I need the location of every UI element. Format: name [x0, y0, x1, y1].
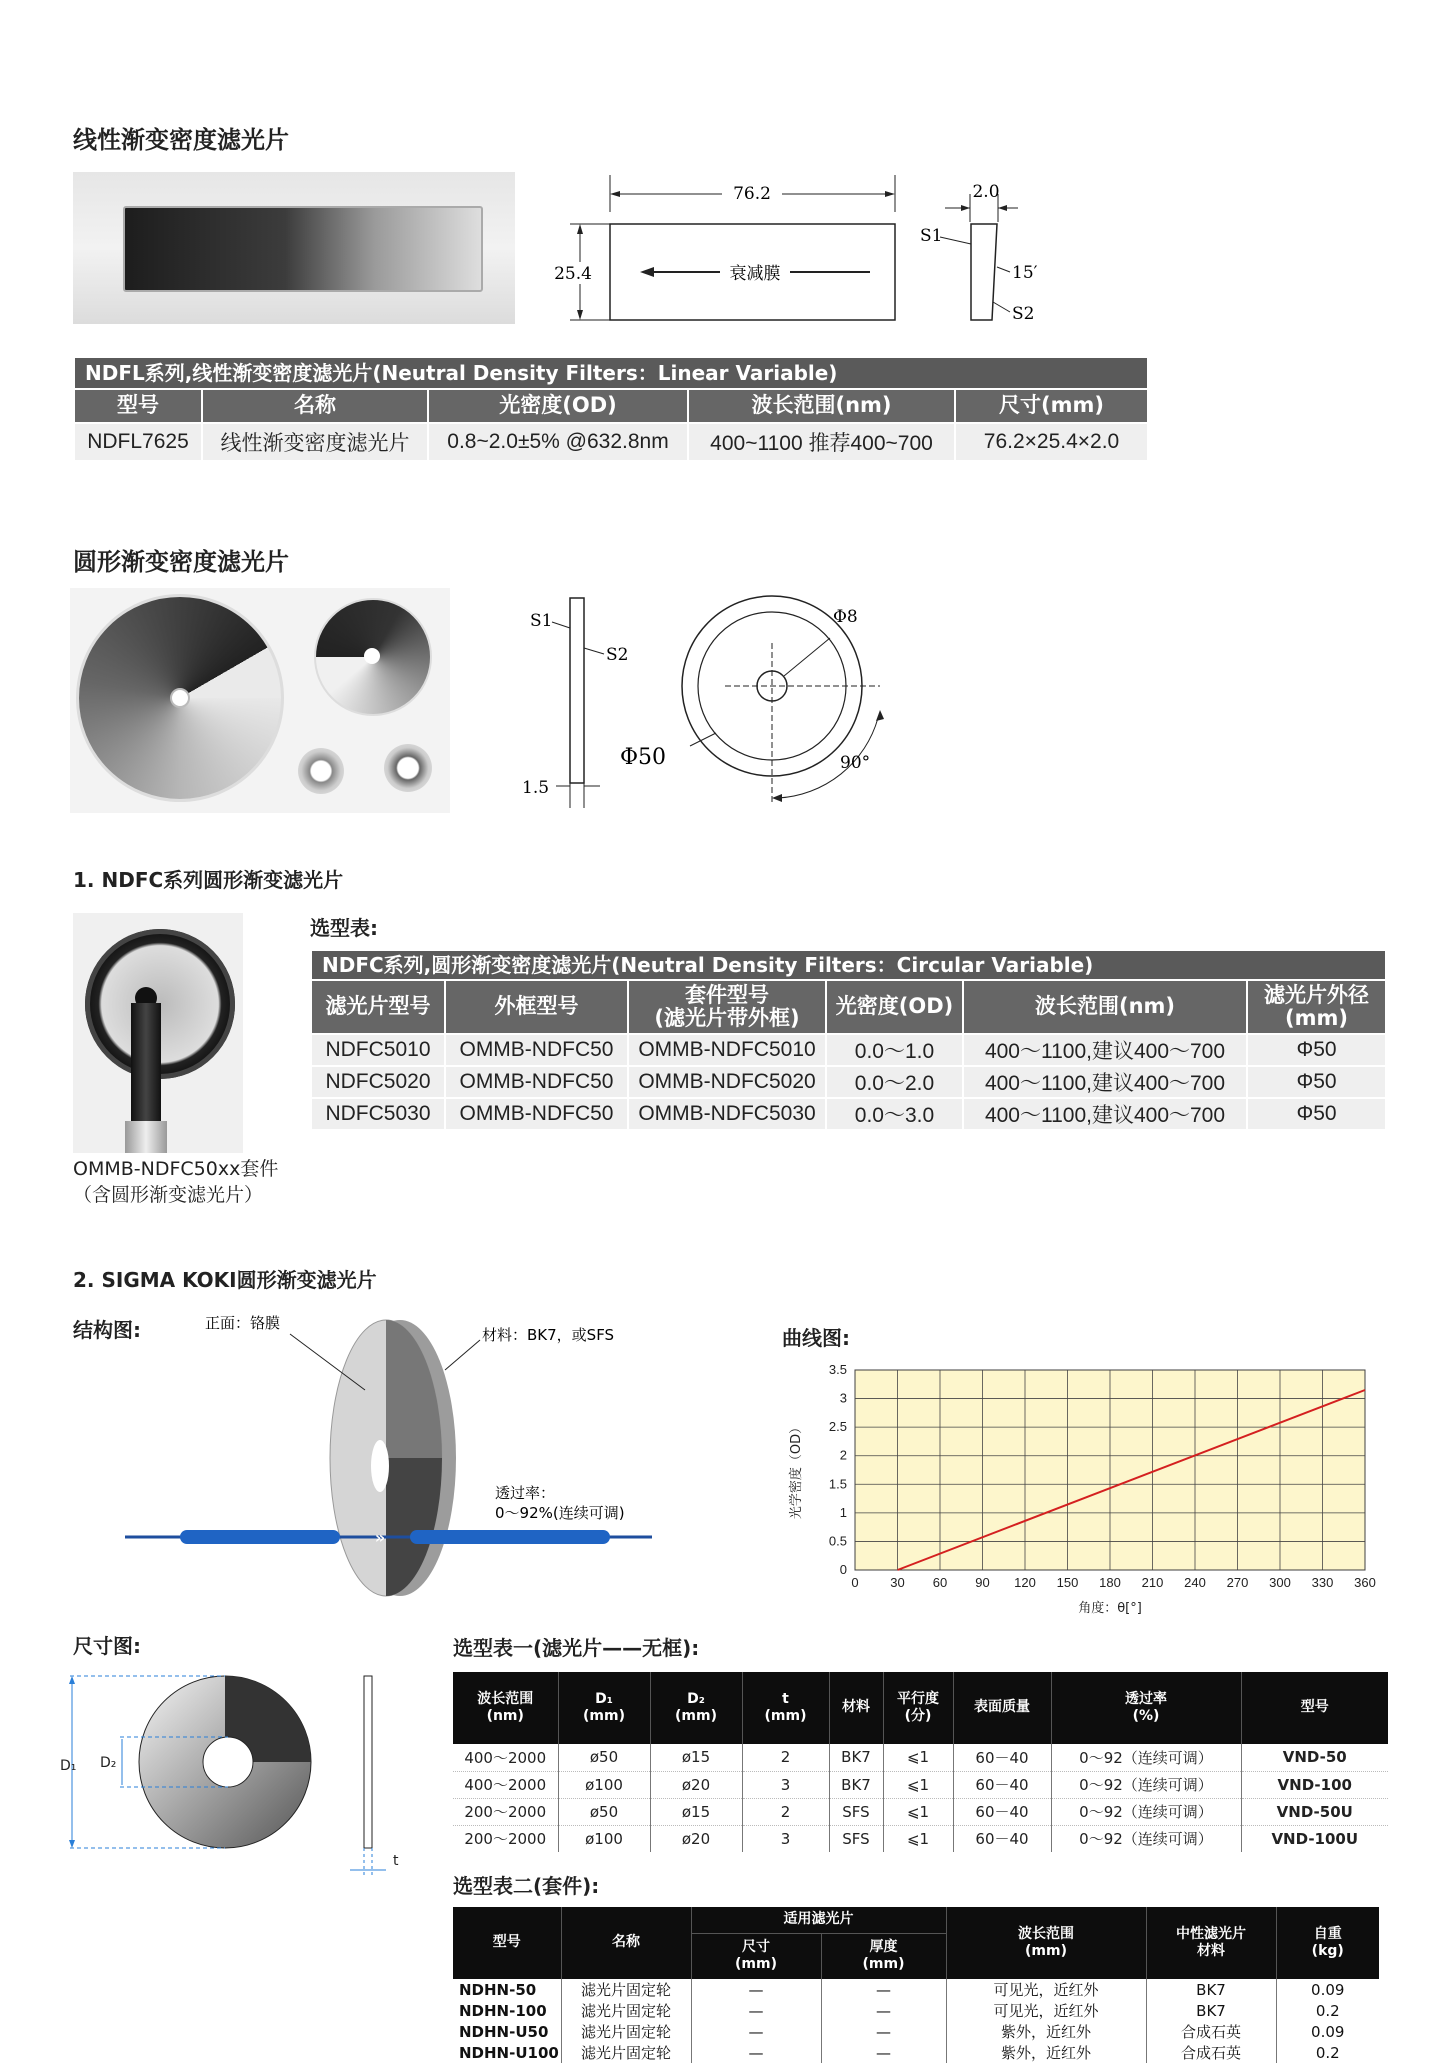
ndfc-cell: OMMB-NDFC50 [445, 1034, 628, 1066]
ndfc-cell: 400～1100,建议400～700 [963, 1034, 1247, 1066]
vnd-model: VND-100U [1241, 1825, 1388, 1852]
ndfc-header: 滤光片外径 (mm) [1247, 980, 1386, 1034]
vnd-cell: ø20 [650, 1825, 742, 1852]
vnd-cell: 3 [742, 1771, 829, 1798]
ndfc-header: 外框型号 [445, 980, 628, 1034]
vnd-cell: 2 [742, 1798, 829, 1825]
vnd-cell: SFS [829, 1825, 883, 1852]
x-tick-label: 330 [1311, 1575, 1334, 1590]
ndfl-cell: 0.8~2.0±5% @632.8nm [428, 423, 688, 461]
vnd-cell: 0～92（连续可调） [1051, 1825, 1241, 1852]
ndhn-cell: 合成石英 [1146, 2042, 1276, 2063]
photo-caption-2: （含圆形渐变滤光片） [73, 1184, 264, 1206]
ndfl-header: 光密度(OD) [428, 389, 688, 423]
dim-thickness: 2.0 [972, 182, 1000, 202]
ndhn-model: NDHN-U100 [459, 2043, 559, 2062]
vnd-header: 平行度 (分) [883, 1672, 953, 1744]
ndhn-cell: — [691, 2021, 821, 2042]
ndfl-header: 波长范围(nm) [688, 389, 955, 423]
ndhn-cell: — [821, 2000, 946, 2021]
ndfc-cell: 0.0～3.0 [826, 1098, 963, 1130]
ndhn-cell: BK7 [1146, 1979, 1276, 2000]
vnd-cell: 200～2000 [453, 1798, 558, 1825]
vnd-header: 波长范围 (nm) [453, 1672, 558, 1744]
x-tick-label: 60 [932, 1575, 948, 1590]
ndfc-cell: OMMB-NDFC50 [445, 1098, 628, 1130]
vnd-cell: 200～2000 [464, 1830, 547, 1849]
x-tick-label: 240 [1184, 1575, 1206, 1590]
ndhn-model: NDHN-50 [459, 1980, 537, 1999]
ndhn-cell: 0.09 [1276, 1979, 1379, 2000]
vnd-header: 透过率 (%) [1051, 1672, 1241, 1744]
ndfc-cell: 400～1100,建议400～700 [963, 1066, 1247, 1098]
vnd-cell: ⩽1 [883, 1744, 953, 1771]
vnd-cell: 60－40 [953, 1798, 1051, 1825]
ndfl-header: 尺寸(mm) [955, 389, 1148, 423]
dim-length: 76.2 [733, 184, 771, 204]
x-tick-label: 0 [851, 1575, 859, 1590]
x-tick-label: 150 [1056, 1575, 1079, 1590]
ndhn-cell: — [691, 1979, 821, 2000]
vnd-cell: 3 [742, 1825, 829, 1852]
ndhn-header: 尺寸 (mm) [691, 1933, 821, 1979]
ndhn-cell: 滤光片固定轮 [561, 2021, 691, 2042]
linear-filter-photo [73, 172, 515, 324]
thickness-label: 1.5 [522, 778, 550, 798]
table1-title: 选型表一(滤光片——无框): [453, 1636, 700, 1660]
d1-label: D₁ [60, 1758, 77, 1774]
vnd-model: VND-50U [1241, 1798, 1388, 1825]
ndfc-cell: NDFC5010 [311, 1034, 445, 1066]
x-tick-label: 180 [1099, 1575, 1121, 1590]
trans-label-2: 0～92%(连续可调) [495, 1504, 625, 1522]
front-label: 正面：铬膜 [205, 1314, 281, 1332]
ndhn-cell: 可见光，近红外 [946, 2000, 1146, 2021]
ndhn-header: 波长范围 (mm) [946, 1907, 1146, 1979]
vnd-header: D₂ (mm) [650, 1672, 742, 1744]
coating-label: 衰减膜 [729, 264, 781, 284]
s2-label: S2 [1012, 304, 1035, 324]
ndhn-cell: 可见光，近红外 [946, 1979, 1146, 2000]
vnd-cell: ø20 [650, 1771, 742, 1798]
vnd-cell: ø15 [650, 1798, 742, 1825]
ndhn-header: 厚度 (mm) [821, 1933, 946, 1979]
struct-label: 结构图: [73, 1318, 141, 1342]
vnd-cell: ø100 [558, 1771, 650, 1798]
y-tick-label: 1.5 [828, 1476, 847, 1492]
ndfc-kit-photo [73, 913, 243, 1153]
y-tick-label: 3 [839, 1390, 847, 1406]
circular-filter-drawing [520, 588, 920, 813]
dim-label: 尺寸图: [73, 1634, 141, 1658]
od-curve-chart [780, 1355, 1390, 1620]
ndhn-header: 中性滤光片 材料 [1146, 1907, 1276, 1979]
vnd-model: VND-100 [1241, 1771, 1388, 1798]
ndhn-header: 型号 [453, 1907, 561, 1979]
ndhn-cell: — [821, 2042, 946, 2063]
vnd-cell: BK7 [829, 1771, 883, 1798]
x-tick-label: 90 [975, 1575, 990, 1590]
ndfc-cell: 400～1100,建议400～700 [963, 1098, 1247, 1130]
ndfl-header: 名称 [202, 389, 428, 423]
vnd-cell: 0～92（连续可调） [1051, 1744, 1241, 1771]
vnd-cell: ⩽1 [883, 1825, 953, 1852]
ndhn-cell: — [691, 2042, 821, 2063]
ndhn-cell: 滤光片固定轮 [561, 1979, 691, 2000]
vnd-cell: ø50 [558, 1798, 650, 1825]
section-title-circular: 圆形渐变密度滤光片 [73, 548, 289, 576]
y-tick-label: 3.5 [828, 1362, 847, 1377]
ndhn-cell: 紫外，近红外 [946, 2042, 1146, 2063]
vnd-cell: 60－40 [953, 1771, 1051, 1798]
ndhn-cell: — [821, 2021, 946, 2042]
y-tick-label: 0.5 [828, 1533, 847, 1549]
ndfc-header: 光密度(OD) [826, 980, 963, 1034]
s1-label-2: S1 [530, 611, 553, 631]
ndfc-header: 滤光片型号 [311, 980, 445, 1034]
vnd-header: 材料 [829, 1672, 883, 1744]
linear-filter-drawing [540, 172, 1060, 332]
x-tick-label: 30 [890, 1575, 905, 1590]
vnd-header: 表面质量 [953, 1672, 1051, 1744]
t-label: t [393, 1853, 399, 1869]
vnd-model: VND-50 [1241, 1744, 1388, 1771]
vnd-header: 型号 [1241, 1672, 1388, 1744]
vnd-header: t (mm) [742, 1672, 829, 1744]
ndhn-model: NDHN-100 [459, 2001, 547, 2020]
ndhn-cell: 0.2 [1276, 2042, 1379, 2063]
vnd-cell: 400～2000 [453, 1744, 558, 1771]
ndhn-cell: 滤光片固定轮 [561, 2042, 691, 2063]
section-title-linear: 线性渐变密度滤光片 [73, 126, 289, 154]
vnd-cell: SFS [829, 1798, 883, 1825]
ndfl-cell: 76.2×25.4×2.0 [955, 423, 1148, 461]
ndhn-cell: — [691, 2000, 821, 2021]
ndhn-cell: — [821, 1979, 946, 2000]
vnd-cell: 0～92（连续可调） [1051, 1771, 1241, 1798]
y-tick-label: 1 [839, 1504, 847, 1520]
vnd-cell: ø100 [558, 1825, 650, 1852]
x-tick-label: 270 [1226, 1575, 1249, 1590]
ndfl-header: 型号 [74, 389, 202, 423]
y-tick-label: 0 [839, 1562, 847, 1577]
vnd-cell: 0～92（连续可调） [1051, 1798, 1241, 1825]
ndhn-cell: 0.2 [1276, 2000, 1379, 2021]
vnd-cell: BK7 [829, 1744, 883, 1771]
ndfc-header: 波长范围(nm) [963, 980, 1247, 1034]
structure-diagram [120, 1310, 680, 1600]
angle-90-label: 90° [840, 753, 871, 773]
diameter-label: Φ50 [620, 745, 667, 770]
ndfc-cell: Φ50 [1247, 1034, 1386, 1066]
trans-label-1: 透过率： [495, 1484, 556, 1502]
x-tick-label: 210 [1141, 1575, 1164, 1590]
y-tick-label: 2.5 [828, 1419, 847, 1435]
curve-label: 曲线图: [782, 1326, 850, 1350]
material-label: 材料：BK7，或SFS [482, 1326, 615, 1344]
ndfc-header: 套件型号 (滤光片带外框) [628, 980, 826, 1034]
ndfl-table-caption: NDFL系列,线性渐变密度滤光片(Neutral Density Filters：Linear Variable) [74, 357, 1148, 389]
ndhn-cell: 滤光片固定轮 [561, 2000, 691, 2021]
vnd-header: D₁ (mm) [558, 1672, 650, 1744]
ndfc-cell: NDFC5030 [311, 1098, 445, 1130]
ndfc-table [310, 949, 1387, 1131]
ndhn-cell: 紫外，近红外 [946, 2021, 1146, 2042]
ndhn-model: NDHN-U50 [459, 2022, 549, 2041]
vnd-cell: ⩽1 [883, 1771, 953, 1798]
ndfc-cell: 0.0～2.0 [826, 1066, 963, 1098]
table2-title: 选型表二(套件): [453, 1874, 600, 1898]
s1-label: S1 [920, 226, 943, 246]
y-tick-label: 2 [839, 1447, 847, 1463]
ndhn-group-header: 适用滤光片 [691, 1907, 946, 1933]
vnd-cell: 60－40 [953, 1825, 1051, 1852]
ndfl-table [73, 356, 1149, 462]
d2-label: D₂ [100, 1755, 117, 1771]
vnd-cell: ø50 [558, 1744, 650, 1771]
ndfc-cell: OMMB-NDFC5010 [628, 1034, 826, 1066]
ndhn-cell: 0.09 [1276, 2021, 1379, 2042]
photo-caption-1: OMMB-NDFC50xx套件 [73, 1158, 279, 1180]
ndfc-table-caption: NDFC系列,圆形渐变密度滤光片(Neutral Density Filters：Circular Variable) [311, 950, 1386, 980]
vnd-cell: 60－40 [953, 1744, 1051, 1771]
ndfl-cell: 400~1100 推荐400~700 [688, 423, 955, 461]
x-tick-label: 300 [1269, 1575, 1291, 1590]
ndfc-cell: OMMB-NDFC50 [445, 1066, 628, 1098]
ndfl-cell: NDFL7625 [74, 423, 202, 461]
ndhn-header: 名称 [561, 1907, 691, 1979]
ndfc-cell: Φ50 [1247, 1066, 1386, 1098]
x-tick-label: 120 [1014, 1575, 1036, 1590]
hole-label: Φ8 [833, 607, 858, 627]
dimension-diagram [50, 1665, 430, 1895]
ndhn-cell: 合成石英 [1146, 2021, 1276, 2042]
x-tick-label: 360 [1354, 1575, 1376, 1590]
section-title-sigma: 2. SIGMA KOKI圆形渐变滤光片 [73, 1268, 377, 1292]
vnd-table [453, 1672, 1388, 1852]
vnd-cell: 2 [742, 1744, 829, 1771]
ndhn-header: 自重 (kg) [1276, 1907, 1379, 1979]
angle-label: 15′ [1012, 263, 1038, 283]
vnd-cell: 400～2000 [453, 1771, 558, 1798]
beam-glyph: » [374, 1528, 386, 1547]
ndfc-cell: Φ50 [1247, 1098, 1386, 1130]
ndfl-cell: 线性渐变密度滤光片 [202, 423, 428, 461]
dim-height: 25.4 [554, 264, 592, 284]
ndfc-cell: OMMB-NDFC5030 [628, 1098, 826, 1130]
section-title-ndfc: 1. NDFC系列圆形渐变滤光片 [73, 868, 344, 892]
ndfc-cell: 0.0～1.0 [826, 1034, 963, 1066]
ndhn-cell: BK7 [1146, 2000, 1276, 2021]
ndfc-cell: NDFC5020 [311, 1066, 445, 1098]
circular-filter-photo [70, 588, 450, 813]
select-label: 选型表: [310, 916, 378, 940]
y-axis-label: 光学密度（OD） [789, 1420, 804, 1520]
ndhn-table [453, 1907, 1379, 2063]
x-axis-label: 角度：θ[°] [1078, 1601, 1142, 1616]
s2-label-2: S2 [606, 645, 629, 665]
vnd-cell: ø15 [650, 1744, 742, 1771]
vnd-cell: ⩽1 [883, 1798, 953, 1825]
ndfc-cell: OMMB-NDFC5020 [628, 1066, 826, 1098]
